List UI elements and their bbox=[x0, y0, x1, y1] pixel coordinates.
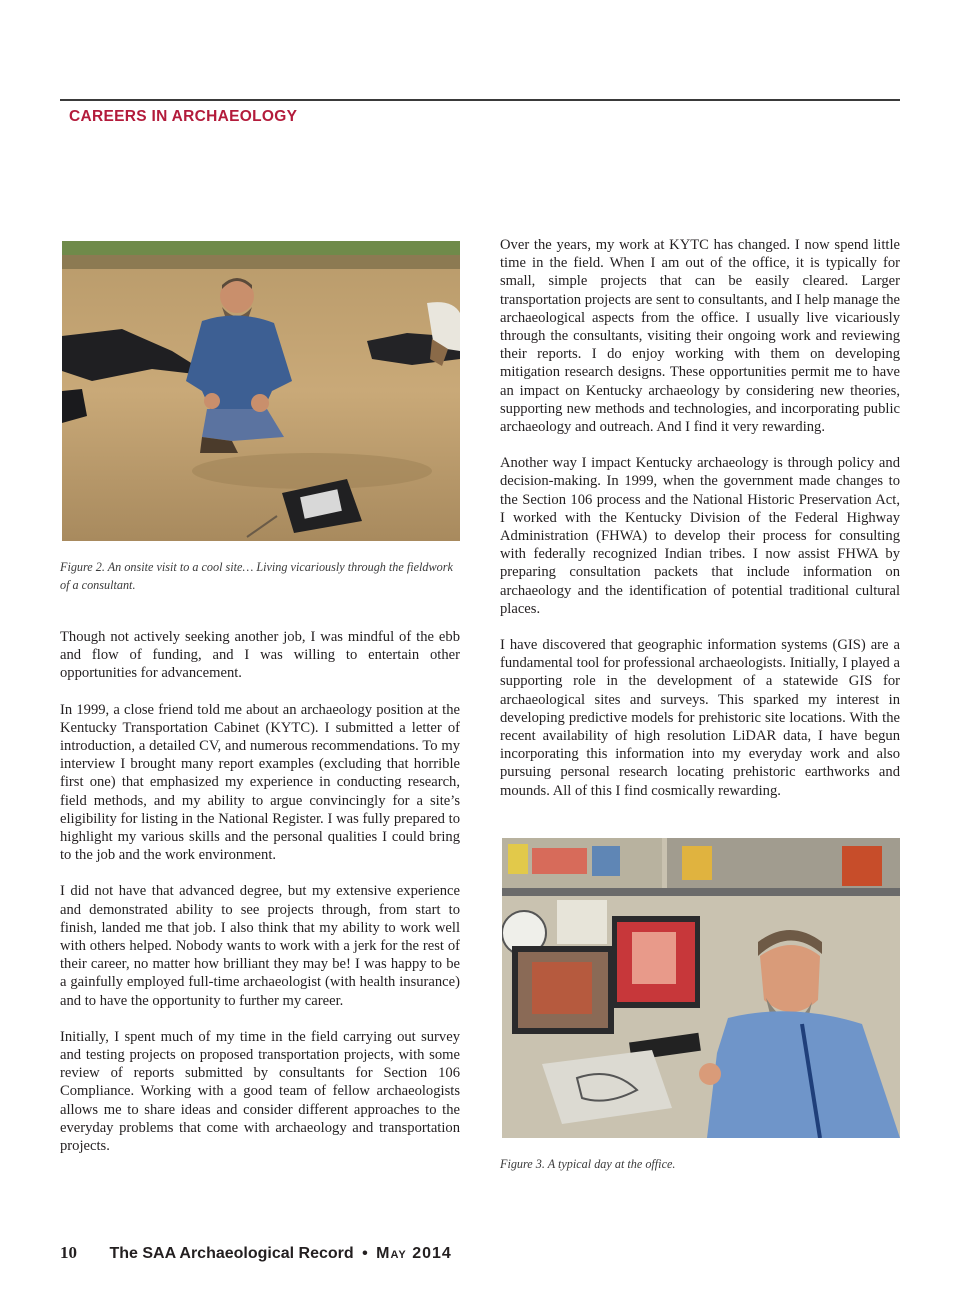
paragraph: Over the years, my work at KYTC has changed. I now spend little time in the field. When I am out of the office, it is typically for small, simple projects that can be easily cleared. Larger transportation projects are sent to consultants, and I help manage the archaeological aspects from the office. I usually live vicariously through the consultants, visiting their ongoing work and reviewing their reports. I do enjoy working with them on developing mitigation research designs. These opportunities permit me to have an impact on Kentucky archaeology by considering new theories, supporting new methods and technologies, and incorporating public archaeology and outreach. And I find it very rewarding. bbox=[500, 237, 900, 436]
paragraph: I have discovered that geographic information systems (GIS) are a fundamental tool for professional archaeologists. Initially, I played a supporting role in the development of a statewide GIS for archaeological sites and surveys. This sparked my interest in developing predictive models for prehistoric site locations. With the recent availability of high resolution LiDAR data, I have begun incorporating this information into my everyday work and also pursuing personal research locating prehistoric earthworks and mounds. All of this I find cosmically rewarding. bbox=[500, 637, 900, 799]
page-footer bbox=[60, 1243, 452, 1263]
figure-2-photo bbox=[62, 241, 460, 541]
section-title: CAREERS IN ARCHAEOLOGY bbox=[69, 108, 298, 125]
header-rule bbox=[60, 99, 900, 101]
paragraph: Initially, I spent much of my time in the field carrying out survey and testing projects on proposed transportation projects, with some review of reports submitted by consultants for Section 106 Compliance. Working with a good team of fellow archaeologists allows me to share ideas and consider different approaches to the everyday problems that come with archaeology and transportation projects. bbox=[60, 1028, 460, 1155]
issue-date: May 2014 bbox=[376, 1245, 452, 1262]
left-column bbox=[60, 628, 460, 1173]
publication-title: The SAA Archaeological Record bbox=[109, 1245, 354, 1262]
footer-bullet: • bbox=[362, 1245, 368, 1262]
figure-3-caption: Figure 3. A typical day at the office. bbox=[500, 1157, 676, 1171]
paragraph: In 1999, a close friend told me about an archaeology position at the Kentucky Transportation Cabinet (KYTC). I submitted a letter of introduction, a detailed CV, and numerous recommendations. To my interview I brought many report examples (excluding that horrible first one) that emphasized my experience in conducting research, field methods, and my ability to argue convincingly for a site’s eligibility for listing in the National Register. I was fully prepared to highlight my various skills and the personal qualities I could bring to the job and the work environment. bbox=[60, 701, 460, 864]
paragraph: Another way I impact Kentucky archaeology is through policy and decision-making. In 1999, when the government made changes to the Section 106 process and the National Historic Preservation Act, I worked with the Kentucky Division of the Federal Highway Administration (FHWA) to develop their process for consulting with federally recognized Indian tribes. I now assist FHWA by preparing consultation packets that include information on archaeology and the identification of potential traditional cultural places. bbox=[500, 455, 900, 617]
figure-2-caption: Figure 2. An onsite visit to a cool site… Living vicariously through the fieldwork of a consultant. bbox=[60, 560, 453, 592]
figure-3-photo bbox=[502, 838, 900, 1138]
paragraph: I did not have that advanced degree, but my extensive experience and demonstrated ability to see projects through, from start to finish, landed me that job. I also think that my ability to work well with others helped. Nobody wants to work with a jerk for the rest of their career, no matter how brilliant they may be! I was happy to be a gainfully employed full-time archaeologist (with health insurance) and to have the opportunity to further my career. bbox=[60, 883, 460, 1009]
paragraph: Though not actively seeking another job, I was mindful of the ebb and flow of funding, and I was willing to entertain other opportunities for advancement. bbox=[60, 629, 460, 682]
page-number: 10 bbox=[60, 1243, 77, 1262]
right-column bbox=[500, 236, 900, 818]
